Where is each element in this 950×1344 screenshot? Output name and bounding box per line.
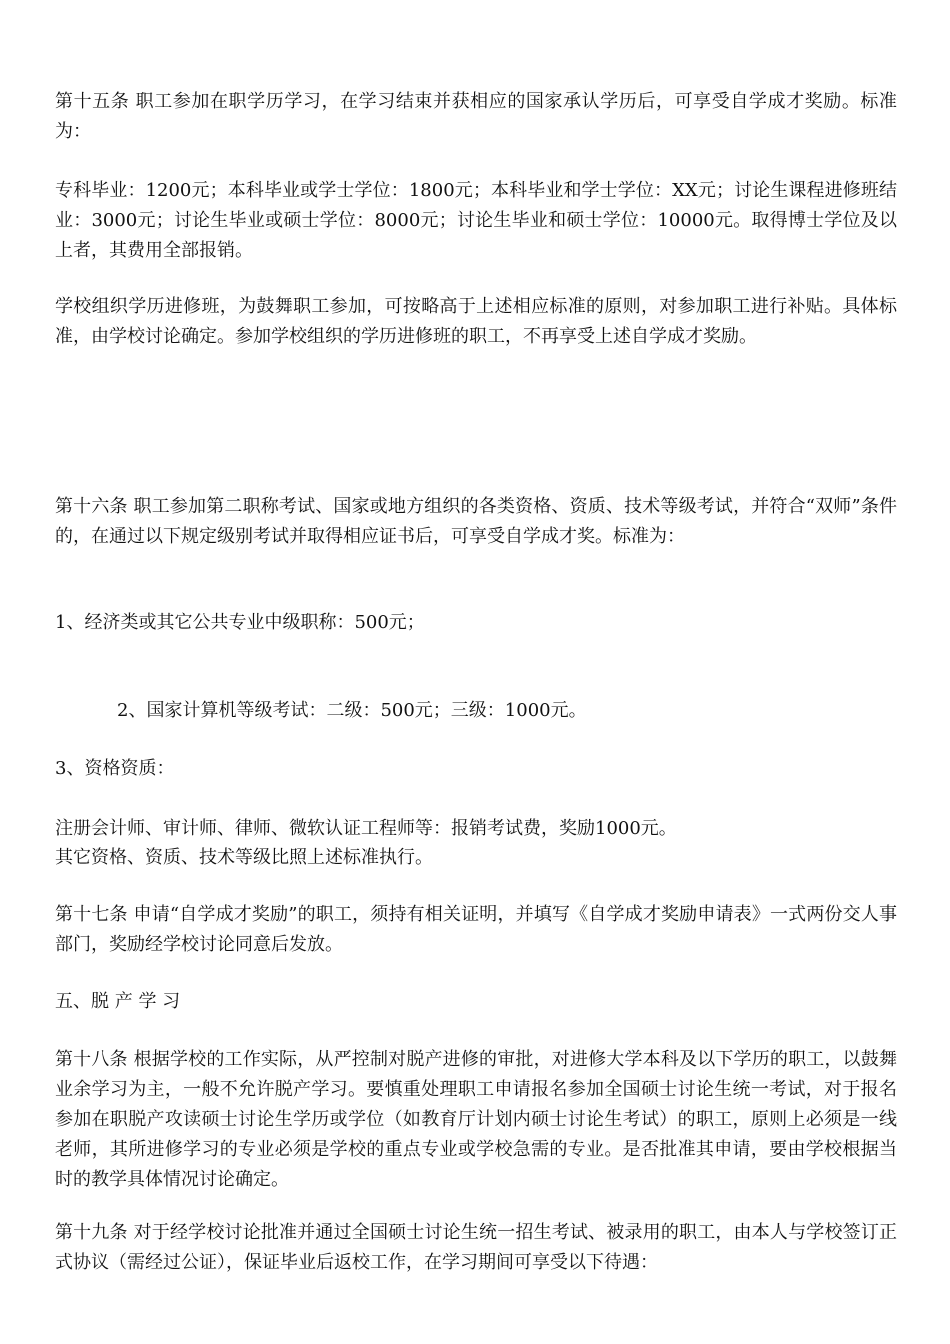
article-16-paragraph: 第十六条 职工参加第二职称考试、国家或地方组织的各类资格、资质、技术等级考试，并符合“双师”条件的，在通过以下规定级别考试并取得相应证书后，可享受自学成才奖。标准为：: [55, 496, 897, 547]
certified-professionals-reward: 注册会计师、审计师、律师、微软认证工程师等：报销考试费，奖励1000元。: [55, 818, 677, 839]
training-class-subsidy-paragraph: 学校组织学历进修班，为鼓舞职工参加，可按略高于上述相应标准的原则，对参加职工进行补贴。具体标准，由学校讨论确定。参加学校组织的学历进修班的职工，不再享受上述自学成才奖励。: [55, 296, 897, 347]
article-19-paragraph: 第十九条 对于经学校讨论批准并通过全国硕士讨论生统一招生考试、被录用的职工，由本人与学校签订正式协议（需经过公证），保证毕业后返校工作，在学习期间可享受以下待遇：: [55, 1222, 897, 1273]
item-1-economics-title: 1、经济类或其它公共专业中级职称：500元；: [55, 612, 425, 633]
item-2-computer-exam: 2、国家计算机等级考试：二级：500元；三级：1000元。: [117, 700, 587, 721]
item-3-qualifications: 3、资格资质：: [55, 758, 175, 779]
other-qualifications-rule: 其它资格、资质、技术等级比照上述标准执行。: [55, 847, 433, 868]
article-17-paragraph: 第十七条 申请“自学成才奖励”的职工，须持有相关证明，并填写《自学成才奖励申请表》一式两份交人事部门，奖励经学校讨论同意后发放。: [55, 904, 897, 955]
article-18-paragraph: 第十八条 根据学校的工作实际，从严控制对脱产进修的审批，对进修大学本科及以下学历的职工，以鼓舞业余学习为主，一般不允许脱产学习。要慎重处理职工申请报名参加全国硕士讨论生统一考试，对于报名参加在职脱产攻读硕士讨论生学历或学位（如教育厅计划内硕士讨论生考试）的职工，原则上必须是一线老师，其所进修学习的专业必须是学校的重点专业或学校急需的专业。是否批准其申请，要由学校根据当时的教学具体情况讨论确定。: [55, 1049, 897, 1190]
degree-reward-standards-paragraph: 专科毕业：1200元；本科毕业或学士学位：1800元；本科毕业和学士学位：XX元；讨论生课程进修班结业：3000元；讨论生毕业或硕士学位：8000元；讨论生毕业和硕士学位：10000元。取得博士学位及以上者，其费用全部报销。: [55, 180, 897, 261]
article-15-paragraph: 第十五条 职工参加在职学历学习，在学习结束并获相应的国家承认学历后，可享受自学成才奖励。标准为：: [55, 91, 897, 142]
section-5-heading: 五、脱 产 学 习: [55, 991, 181, 1012]
